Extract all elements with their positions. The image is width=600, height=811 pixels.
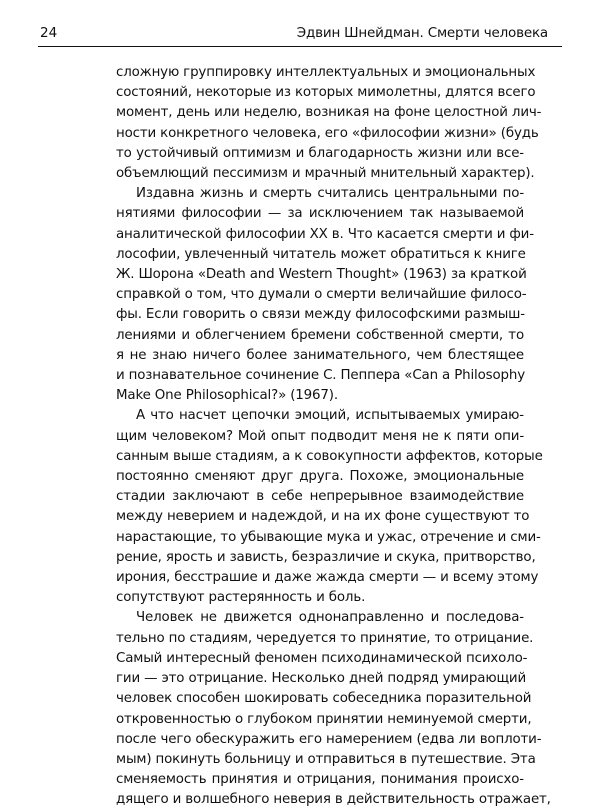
text-line: между неверием и надеждой, и на их фоне существуют то (116, 509, 530, 525)
paragraph (116, 608, 551, 810)
text-line: сопутствуют растерянность и боль. (116, 590, 366, 606)
text-line: откровенностью о глубоком принятии неминуемой смерти, (116, 711, 532, 727)
text-line: сменяемость принятия и отрицания, понимания происхо- (116, 772, 524, 788)
text-line: ирония, бесстрашие и даже жажда смерти — и всему этому (116, 570, 539, 586)
text-line: то устойчивый оптимизм и благодарность жизни или все- (116, 145, 524, 161)
body-text (116, 63, 551, 811)
running-head (38, 22, 562, 44)
text-line: постоянно сменяют друг друга. Похоже, эмоциональные (116, 469, 524, 485)
text-line: ности конкретного человека, его «философии жизни» (будь (116, 125, 539, 141)
text-line: нарастающие, то убывающие мука и ужас, отречение и сми- (116, 529, 541, 545)
text-line: А что насчет цепочки эмоций, испытываемых умираю- (136, 408, 524, 424)
page-number: 24 (40, 25, 58, 41)
text-line: дящего и волшебного неверия в действительность отражает, (116, 792, 551, 808)
text-line: после чего обескуражить его намерением (едва ли воплоти- (116, 731, 542, 747)
text-line: тельно по стадиям, чередуется то принятие, то отрицание. (116, 630, 534, 646)
text-line: лениями и облегчением бремени собственной смерти, то (116, 327, 524, 343)
text-line: человек способен шокировать собеседника поразительной (116, 691, 532, 707)
text-line: рение, ярость и зависть, безразличие и скука, притворство, (116, 549, 536, 565)
text-line: Ж. Шорона «Death and Western Thought» (1963) за краткой (116, 267, 527, 283)
text-line: справкой о том, что думали о смерти величайшие филосо- (116, 287, 527, 303)
text-line: стадии заключают в себе непрерывное взаимодействие (116, 489, 524, 505)
text-line: Человек не движется однонаправленно и последова- (136, 610, 524, 626)
text-line: мым) покинуть больницу и отправиться в путешествие. Эта (116, 751, 536, 767)
text-line: фы. Если говорить о связи между философскими размыш- (116, 307, 525, 323)
text-line: объемлющий пессимизм и мрачный мнительный характер). (116, 166, 535, 182)
text-line: Самый интересный феномен психодинамической психоло- (116, 650, 528, 666)
running-title: Эдвин Шнейдман. Смерти человека (296, 25, 548, 41)
text-line: гии — это отрицание. Несколько дней подряд умирающий (116, 671, 527, 687)
text-line: щим человеком? Мой опыт подводит меня не к пяти опи- (116, 428, 524, 444)
text-line: Make One Philosophical?» (1967). (116, 388, 338, 404)
text-line: и познавательное сочинение С. Пеппера «Can a Philosophy (116, 368, 525, 384)
text-line: лософии, увлеченный читатель может обратиться к книге (116, 246, 526, 262)
text-line: Издавна жизнь и смерть считались центральными по- (136, 186, 524, 202)
text-line: нятиями философии — за исключением так называемой (116, 206, 524, 222)
text-line: сложную группировку интеллектуальных и эмоциональных (116, 65, 536, 80)
paragraph (116, 184, 534, 406)
text-line: аналитической философии XX в. Что касается смерти и фи- (116, 226, 534, 242)
text-line: я не знаю ничего более занимательного, чем блестящее (116, 347, 524, 363)
paragraph (116, 406, 543, 608)
header-rule (38, 46, 562, 47)
paragraph (116, 63, 542, 184)
text-line: состояний, некоторые из которых мимолетны, длятся всего (116, 85, 536, 101)
text-line: момент, день или неделю, возникая на фоне целостной лич- (116, 105, 542, 121)
text-line: санным выше стадиям, а к совокупности аффектов, которые (116, 448, 543, 464)
